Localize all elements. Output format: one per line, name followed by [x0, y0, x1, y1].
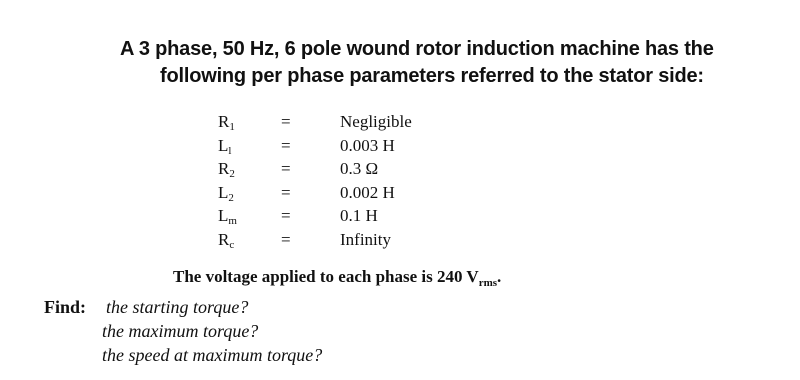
voltage-unit-subscript: rms: [478, 277, 498, 289]
parameter-value: 0.003 H: [340, 135, 395, 155]
parameter-symbol: $R_1$: [218, 112, 235, 133]
find-label: Find:: [44, 297, 87, 317]
parameter-value: 0.1 H: [340, 206, 378, 225]
equals-sign: =: [281, 135, 291, 155]
equals-sign: =: [281, 206, 291, 225]
parameter-symbol: $R_2$: [218, 159, 235, 180]
parameter-symbol: $R_c$: [218, 229, 235, 251]
voltage-statement: The voltage applied to each phase is 240 $V_{rms}$.: [173, 267, 502, 289]
equals-sign: =: [281, 229, 291, 249]
parameter-value: 0.3 Ω: [340, 159, 379, 178]
parameter-value: Negligible: [340, 112, 412, 131]
question-starting-torque: the starting torque?: [106, 297, 249, 317]
question-speed-at-maximum-torque: the speed at maximum torque?: [102, 345, 323, 365]
parameter-symbol: $L_2$: [218, 182, 234, 204]
question-maximum-torque: the maximum torque?: [102, 321, 259, 341]
parameter-symbol: $L_l$: [218, 135, 232, 157]
parameter-value: 0.002 H: [340, 182, 395, 202]
parameter-value: Infinity: [340, 229, 391, 249]
equals-sign: =: [281, 182, 291, 202]
equals-sign: =: [281, 159, 291, 178]
problem-intro-line-1: A 3 phase, 50 Hz, 6 pole wound rotor induction machine has the: [120, 38, 714, 60]
parameter-symbol: $L_m$: [218, 206, 237, 227]
problem-intro-line-2: following per phase parameters referred to the stator side:: [160, 65, 704, 87]
equals-sign: =: [281, 112, 291, 131]
